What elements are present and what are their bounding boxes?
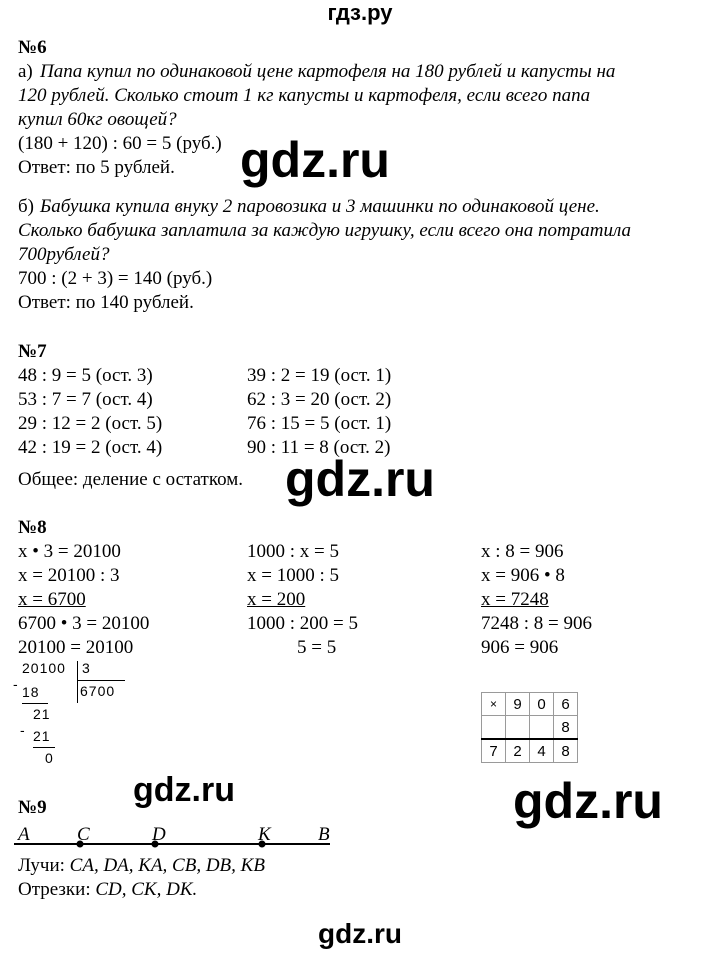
division-step-line-1 [22, 703, 48, 704]
task8-col3-2: x = 906 • 8 [481, 565, 565, 586]
task8-col2-1: 1000 : x = 5 [247, 541, 339, 562]
division-divisor: 3 [82, 660, 91, 676]
mul-result-digit: 2 [506, 739, 530, 763]
point-label-a: A [18, 824, 30, 845]
rays-list: CA, DA, KA, CB, DB, KB [69, 855, 265, 876]
segments-label: Отрезки: [18, 879, 91, 900]
task8-col2-3: x = 200 [247, 589, 306, 610]
task8-col2-5: 5 = 5 [297, 637, 337, 658]
mul-top-digit: 9 [506, 693, 530, 716]
task8-col1-1: x • 3 = 20100 [18, 541, 121, 562]
task6-a-label: а) [18, 61, 33, 82]
mul-empty-cell [482, 716, 506, 740]
task8-col2-4: 1000 : 200 = 5 [247, 613, 358, 634]
watermark-2: gdz.ru [285, 451, 435, 507]
division-step-3: 21 [33, 728, 51, 744]
point-label-c: C [77, 824, 90, 845]
division-vertical-line [77, 661, 78, 703]
task6-b-line2: Сколько бабушка заплатила за каждую игрушку, если всего она потратила [18, 220, 631, 241]
division-step-1: 18 [22, 684, 40, 700]
watermark-1: gdz.ru [240, 132, 390, 188]
task6-a-solution: (180 + 120) : 60 = 5 (руб.) [18, 133, 222, 154]
division-step-2: 21 [33, 706, 51, 722]
task7-right-3: 76 : 15 = 5 (ост. 1) [247, 413, 392, 434]
task8-col3-5: 906 = 906 [481, 637, 559, 658]
task8-col1-4: 6700 • 3 = 20100 [18, 613, 150, 634]
task6-b-answer: Ответ: по 140 рублей. [18, 292, 194, 313]
number-line [0, 818, 360, 852]
task7-left-1: 48 : 9 = 5 (ост. 3) [18, 365, 153, 386]
rays-label: Лучи: [18, 855, 65, 876]
point-label-d: D [152, 824, 166, 845]
point-label-b: B [318, 824, 330, 845]
task9-title: №9 [18, 797, 47, 818]
task7-common: Общее: деление с остатком. [18, 469, 243, 490]
task8-title: №8 [18, 517, 47, 538]
task6-a-line1: Папа купил по одинаковой цене картофеля на 180 рублей и капусты на [40, 61, 616, 82]
task8-col2-2: x = 1000 : 5 [247, 565, 339, 586]
division-step-4: 0 [45, 750, 54, 766]
task7-left-2: 53 : 7 = 7 (ост. 4) [18, 389, 153, 410]
task9-segments [18, 878, 197, 901]
mul-result-digit: 7 [482, 739, 506, 763]
task6-a-line3: купил 60кг овощей? [18, 109, 177, 130]
division-quotient-line [77, 680, 125, 681]
mul-top-digit: 0 [530, 693, 554, 716]
task7-right-4: 90 : 11 = 8 (ост. 2) [247, 437, 391, 458]
task7-title: №7 [18, 341, 47, 362]
task6-b-line3: 700рублей? [18, 244, 110, 265]
division-dividend: 20100 [22, 660, 66, 676]
watermark-5: gdz.ru [318, 918, 402, 949]
task8-col3-3: x = 7248 [481, 589, 549, 610]
task8-col3-4: 7248 : 8 = 906 [481, 613, 592, 634]
division-minus-1: - [13, 676, 19, 692]
task6-b-solution: 700 : (2 + 3) = 140 (руб.) [18, 268, 213, 289]
task8-col1-3: x = 6700 [18, 589, 86, 610]
division-quotient: 6700 [80, 683, 116, 699]
task8-col3-1: x : 8 = 906 [481, 541, 564, 562]
task7-right-2: 62 : 3 = 20 (ост. 2) [247, 389, 392, 410]
mul-empty-cell [530, 716, 554, 740]
task6-a-line2: 120 рублей. Сколько стоит 1 кг капусты и картофеля, если всего папа [18, 85, 591, 106]
watermark-4: gdz.ru [513, 773, 663, 829]
task9-rays [18, 854, 265, 877]
mul-top-digit: 6 [554, 693, 578, 716]
task8-col1-2: x = 20100 : 3 [18, 565, 120, 586]
task6-title: №6 [18, 37, 47, 58]
task6-b-label: б) [18, 196, 34, 217]
multiplication-sign: × [482, 693, 506, 716]
mul-multiplier: 8 [554, 716, 578, 740]
task7-left-3: 29 : 12 = 2 (ост. 5) [18, 413, 163, 434]
division-step-line-2 [33, 747, 55, 748]
mul-empty-cell [506, 716, 530, 740]
task8-col1-5: 20100 = 20100 [18, 637, 134, 658]
task6-b-line1: Бабушка купила внуку 2 паровозика и 3 машинки по одинаковой цене. [40, 196, 600, 217]
mul-result-digit: 8 [554, 739, 578, 763]
task7-right-1: 39 : 2 = 19 (ост. 1) [247, 365, 392, 386]
mul-result-digit: 4 [530, 739, 554, 763]
task6-a-answer: Ответ: по 5 рублей. [18, 157, 175, 178]
segments-list: CD, CK, DK. [95, 879, 198, 900]
division-minus-2: - [20, 722, 26, 738]
point-label-k: K [258, 824, 271, 845]
watermark-3: gdz.ru [133, 771, 235, 809]
column-multiplication [481, 692, 578, 763]
task7-left-4: 42 : 19 = 2 (ост. 4) [18, 437, 163, 458]
site-header: гдз.ру [327, 0, 393, 25]
